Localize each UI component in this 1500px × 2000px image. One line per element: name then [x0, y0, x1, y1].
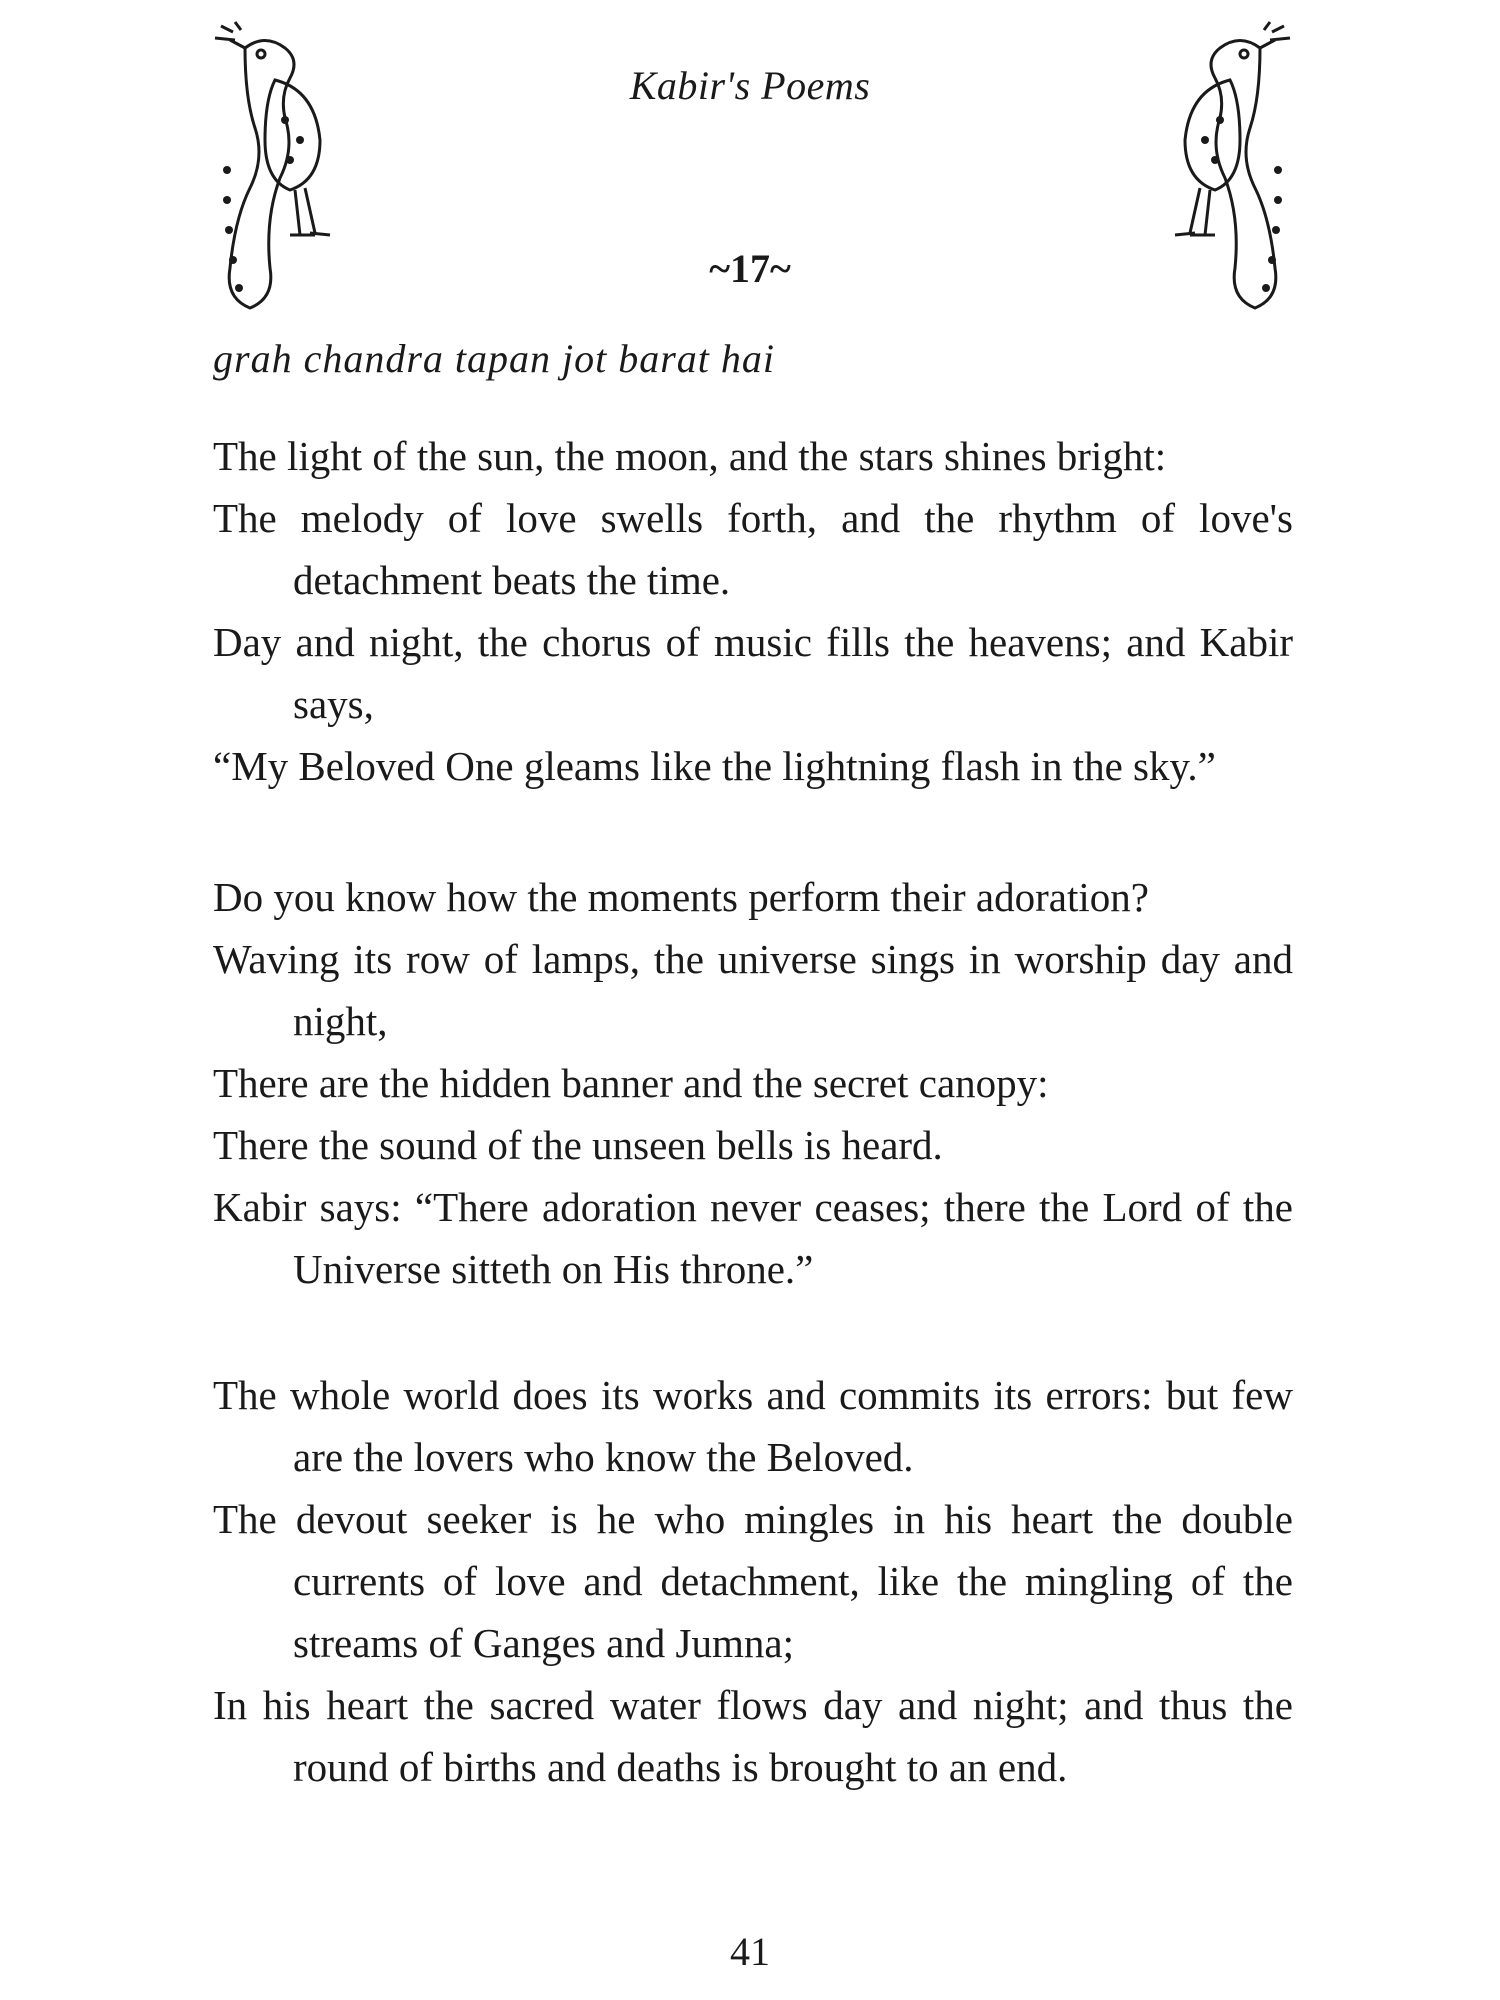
verse-line: The whole world does its works and commits its errors: but few are the lovers who know the Beloved. — [213, 1372, 1293, 1480]
verse-line: The light of the sun, the moon, and the stars shines bright: — [213, 433, 1167, 479]
running-header: Kabir's Poems — [629, 63, 871, 108]
verse-line: Day and night, the chorus of music fills the heavens; and Kabir says, — [213, 619, 1293, 727]
verse-line: Waving its row of lamps, the universe sings in worship day and night, — [213, 936, 1293, 1044]
verse-line: The melody of love swells forth, and the rhythm of love's detachment beats the time. — [213, 495, 1293, 603]
stanza — [213, 866, 1293, 1300]
verse-line: Kabir says: “There adoration never ceases; there the Lord of the Universe sitteth on His throne.” — [213, 1184, 1293, 1292]
poem-number: ~17~ — [709, 246, 791, 291]
verse-line: “My Beloved One gleams like the lightning flash in the sky.” — [213, 743, 1216, 789]
verse-line: Do you know how the moments perform their adoration? — [213, 874, 1149, 920]
page-number: 41 — [730, 1929, 770, 1974]
verse-line: The devout seeker is he who mingles in his heart the double currents of love and detachment, like the mingling of the streams of Ganges and Jumna; — [213, 1496, 1293, 1666]
stanza — [213, 1364, 1293, 1798]
verse-line: In his heart the sacred water flows day and night; and thus the round of births and deaths is brought to an end. — [213, 1682, 1293, 1790]
stanza — [213, 425, 1293, 797]
poem-subtitle: grah chandra tapan jot barat hai — [213, 336, 776, 381]
verse-line: There are the hidden banner and the secret canopy: — [213, 1060, 1049, 1106]
verse-line: There the sound of the unseen bells is heard. — [213, 1122, 943, 1168]
